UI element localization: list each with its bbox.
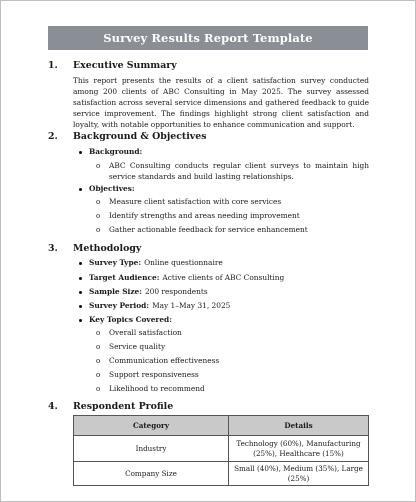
survey-period-value: May 1–May 31, 2025 bbox=[152, 301, 231, 310]
target-audience-label: Target Audience: bbox=[89, 273, 160, 282]
section-number: 2. bbox=[48, 131, 58, 142]
survey-type-label: Survey Type: bbox=[89, 258, 142, 267]
topic-text: Support responsiveness bbox=[109, 370, 199, 379]
section-heading-executive-summary bbox=[48, 60, 177, 71]
document-title: Survey Results Report Template bbox=[48, 26, 368, 50]
executive-summary-text: This report presents the results of a client satisfaction survey conducted among 200 clients of ABC Consulting in May 2025. The survey assessed satisfaction across several service dimensions and gathered feedback to guide service improvement. The findings highlight strong client satisfaction and loyalty, with notable opportunities to enhance communication and support. bbox=[73, 76, 369, 129]
bullet-sample-size bbox=[89, 287, 208, 297]
background-label: Background: bbox=[89, 147, 143, 156]
section-number: 1. bbox=[48, 60, 58, 71]
bullet-survey-type bbox=[89, 258, 223, 268]
section-title: Methodology bbox=[73, 243, 142, 254]
topic-text: Communication effectiveness bbox=[109, 356, 220, 365]
section-title: Background & Objectives bbox=[73, 131, 207, 142]
objective-text: Gather actionable feedback for service enhancement bbox=[109, 225, 308, 234]
key-topics-label: Key Topics Covered: bbox=[89, 315, 172, 324]
sample-size-label: Sample Size: bbox=[89, 287, 142, 296]
category-cell: Company Size bbox=[74, 462, 229, 486]
column-header-details: Details bbox=[229, 416, 369, 436]
objective-text: Identify strengths and areas needing improvement bbox=[109, 211, 300, 220]
bullet-dot bbox=[79, 319, 82, 322]
table-row bbox=[74, 462, 369, 486]
sub-bullet-marker: o bbox=[96, 371, 101, 379]
bullet-dot bbox=[79, 151, 82, 154]
bullet-survey-period bbox=[89, 301, 230, 311]
topic-text: Likelihood to recommend bbox=[109, 384, 205, 393]
table-row bbox=[74, 436, 369, 462]
section-number: 3. bbox=[48, 243, 58, 254]
sub-bullet-marker: o bbox=[96, 343, 101, 351]
sub-bullet-marker: o bbox=[96, 226, 101, 234]
objective-text: Measure client satisfaction with core services bbox=[109, 197, 282, 206]
background-text-item bbox=[96, 161, 369, 182]
topic-text: Service quality bbox=[109, 342, 166, 351]
column-header-category: Category bbox=[74, 416, 229, 436]
sample-size-value: 200 respondents bbox=[144, 287, 208, 296]
objective-item bbox=[96, 197, 282, 208]
bullet-target-audience bbox=[89, 273, 284, 283]
sub-bullet-marker: o bbox=[96, 198, 101, 206]
section-heading-respondent-profile bbox=[48, 401, 173, 412]
topic-item bbox=[96, 328, 182, 339]
target-audience-value: Active clients of ABC Consulting bbox=[162, 273, 285, 282]
bullet-dot bbox=[79, 188, 82, 191]
bullet-key-topics bbox=[89, 315, 175, 325]
section-heading-background bbox=[48, 131, 207, 142]
topic-item bbox=[96, 384, 205, 395]
bullet-dot bbox=[79, 277, 82, 280]
objectives-label: Objectives: bbox=[89, 184, 135, 193]
sub-bullet-marker: o bbox=[96, 385, 101, 393]
sub-bullet-marker: o bbox=[96, 162, 101, 170]
respondent-profile-table bbox=[73, 415, 369, 486]
objective-item bbox=[96, 225, 308, 236]
bullet-background bbox=[89, 147, 145, 157]
section-number: 4. bbox=[48, 401, 58, 412]
sub-bullet-marker: o bbox=[96, 357, 101, 365]
bullet-objectives bbox=[89, 184, 138, 194]
topic-text: Overall satisfaction bbox=[109, 328, 182, 337]
sub-bullet-marker: o bbox=[96, 329, 101, 337]
topic-item bbox=[96, 356, 220, 367]
table-header-row bbox=[74, 416, 369, 436]
bullet-dot bbox=[79, 262, 82, 265]
topic-item bbox=[96, 370, 199, 381]
details-cell: Technology (60%), Manufacturing (25%), Healthcare (15%) bbox=[229, 436, 369, 462]
background-text: ABC Consulting conducts regular client surveys to maintain high service standards and build lasting relationships. bbox=[109, 161, 369, 181]
section-title: Respondent Profile bbox=[73, 401, 174, 412]
sub-bullet-marker: o bbox=[96, 212, 101, 220]
topic-item bbox=[96, 342, 166, 353]
survey-type-value: Online questionnaire bbox=[144, 258, 223, 267]
section-title: Executive Summary bbox=[73, 60, 177, 71]
bullet-dot bbox=[79, 291, 82, 294]
bullet-dot bbox=[79, 305, 82, 308]
details-cell: Small (40%), Medium (35%), Large (25%) bbox=[229, 462, 369, 486]
section-heading-methodology bbox=[48, 243, 141, 254]
survey-period-label: Survey Period: bbox=[89, 301, 150, 310]
category-cell: Industry bbox=[74, 436, 229, 462]
objective-item bbox=[96, 211, 300, 222]
